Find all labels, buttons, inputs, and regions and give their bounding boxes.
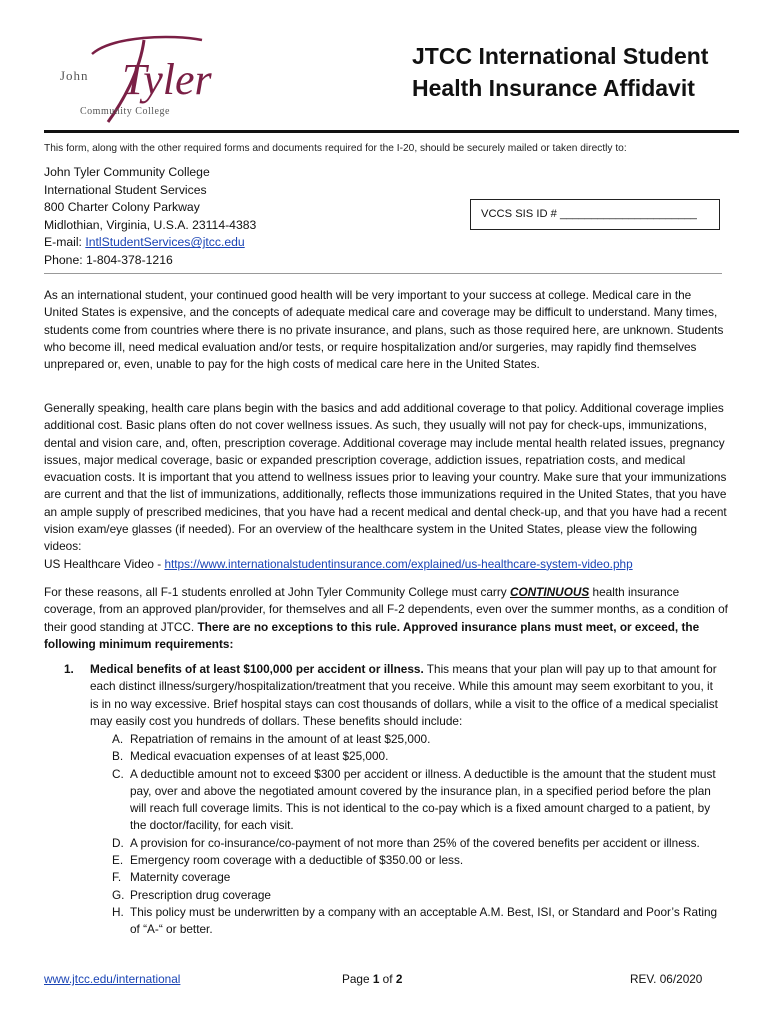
address-line-2: International Student Services [44,182,207,197]
paragraph-2 [44,400,728,573]
list-item: B. Medical evacuation expenses of at least $25,000. [112,749,389,764]
benefits-list [112,731,724,939]
logo-word-tyler: Tyler [122,55,212,104]
address-email-row [44,234,374,252]
email-label: E-mail: [44,235,86,250]
list-item: A. Repatriation of remains in the amount of at least $25,000. [112,732,431,746]
address-phone: Phone: 1-804-378-1216 [44,252,173,267]
header-divider [44,130,739,133]
paragraph-3-bold: There are no exceptions to this rule. Approved insurance plans must meet, or exceed, the following minimum requirements: [44,619,700,651]
list-item: D. A provision for co-insurance/co-payment of not more than 25% of the covered benefits per accident or illness. [112,835,700,850]
title-line-2: Health Insurance Affidavit [412,75,695,101]
paragraph-3-part-b: health insurance coverage, from an approved plan/provider, for themselves and all F-2 dependents, even over the summer months, as a condition of their good standing at JTCC. [44,585,728,634]
footer-website-link[interactable]: www.jtcc.edu/international [44,972,181,986]
item-1-text: This means that your plan will pay up to that amount for each distinct illness/surgery/hospitalization/treatment that you receive. While this amount may seem exorbitant to you, it is in no way excessive. Brief hospital stays can cost thousands of dollars, while a visit to the office of a medical specialist may easily cost you hundreds of dollars. These benefits should include: [90,662,718,728]
list-item: C. A deductible amount not to exceed $300 per accident or illness. A deductible is the amount that the student must pay, over and above the negotiated amount covered by the insurance plan, in a specified period before the plan will reach full coverage limits. This is not identical to the co-pay which is a fixed amount charged to a patient, by the doctor/facility, for each visit. [112,766,716,833]
paragraph-2-text: Generally speaking, health care plans begin with the basics and add additional coverage to that policy. Additional coverage implies additional cost. Basic plans often do not cover wellness issues. As such, they usually will not pay for check-ups, immunizations, dental and vision care, and, often, prescription coverage. Additional coverage may include mental health related issues, pregnancy issues, major medical coverage, basic or expanded prescription coverage, addiction issues, repatriation costs, and medical evacuation costs. It is important that you attend to wellness issues prior to leaving your country. Make sure that your immunizations are current and that the list of immunizations, additionally, reflects those immunizations required in the United States, that you have an ample supply of prescribed medicines, that you have had a recent medical and dental check-up, and that you have had a recent vision exam/eye glasses (if needed). For an overview of the healthcare system in the United States, please view the following videos: [44,401,727,554]
logo-word-john: John [60,68,89,83]
page-title [412,40,752,104]
item-1 [90,661,724,730]
logo-word-college: Community College [80,106,170,117]
list-item: G. Prescription drug coverage [112,887,271,902]
item-1-number: 1. [64,662,74,676]
page-number: Page 1 of 2 [342,972,403,986]
address-line-3: 800 Charter Colony Parkway [44,200,200,215]
video-link[interactable]: https://www.internationalstudentinsurance.com/explained/us-healthcare-system-video.php [164,556,633,571]
paragraph-1: As an international student, your continued good health will be very important to your success at college. Medical care in the United States is expensive, and the concepts of adequate medical care and coverage may be difficult to understand. Many times, students come from countries where there is no private insurance, and plans, such as those required here, are unknown. Students who become ill, need medical evaluation and/or tests, or require hospitalization and/or surgeries, may rapidly find themselves unprepared or, even, unable to pay for the high costs of medical care here in the United States. [44,288,724,372]
list-item: F. Maternity coverage [112,870,231,885]
paragraph-3-part-a: For these reasons, all F-1 students enrolled at John Tyler Community College must carry [44,585,510,599]
continuous-emphasis: CONTINUOUS [509,585,590,599]
mailing-address [44,164,374,270]
list-item: E. Emergency room coverage with a deductible of $350.00 or less. [112,853,464,868]
sis-id-field[interactable]: VCCS SIS ID # ______________________ [470,199,720,230]
college-logo [52,30,232,130]
title-line-1: JTCC International Student [412,43,709,69]
intro-text: This form, along with the other required forms and documents required for the I-20, should be securely mailed or taken directly to: [44,143,627,154]
revision-date: REV. 06/2020 [630,972,703,986]
item-1-heading: Medical benefits of at least $100,000 per accident or illness. [90,662,424,676]
list-item: H. This policy must be underwritten by a company with an acceptable A.M. Best, ISI, or Standard and Poor’s Rating of “A-“ or better. [112,904,718,937]
email-link[interactable]: IntlStudentServices@jtcc.edu [85,235,245,250]
address-line-1: John Tyler Community College [44,165,210,179]
video-label: US Healthcare Video - [44,556,165,571]
section-divider [44,273,722,274]
paragraph-3 [44,584,728,653]
address-line-4: Midlothian, Virginia, U.S.A. 23114-4383 [44,217,257,232]
